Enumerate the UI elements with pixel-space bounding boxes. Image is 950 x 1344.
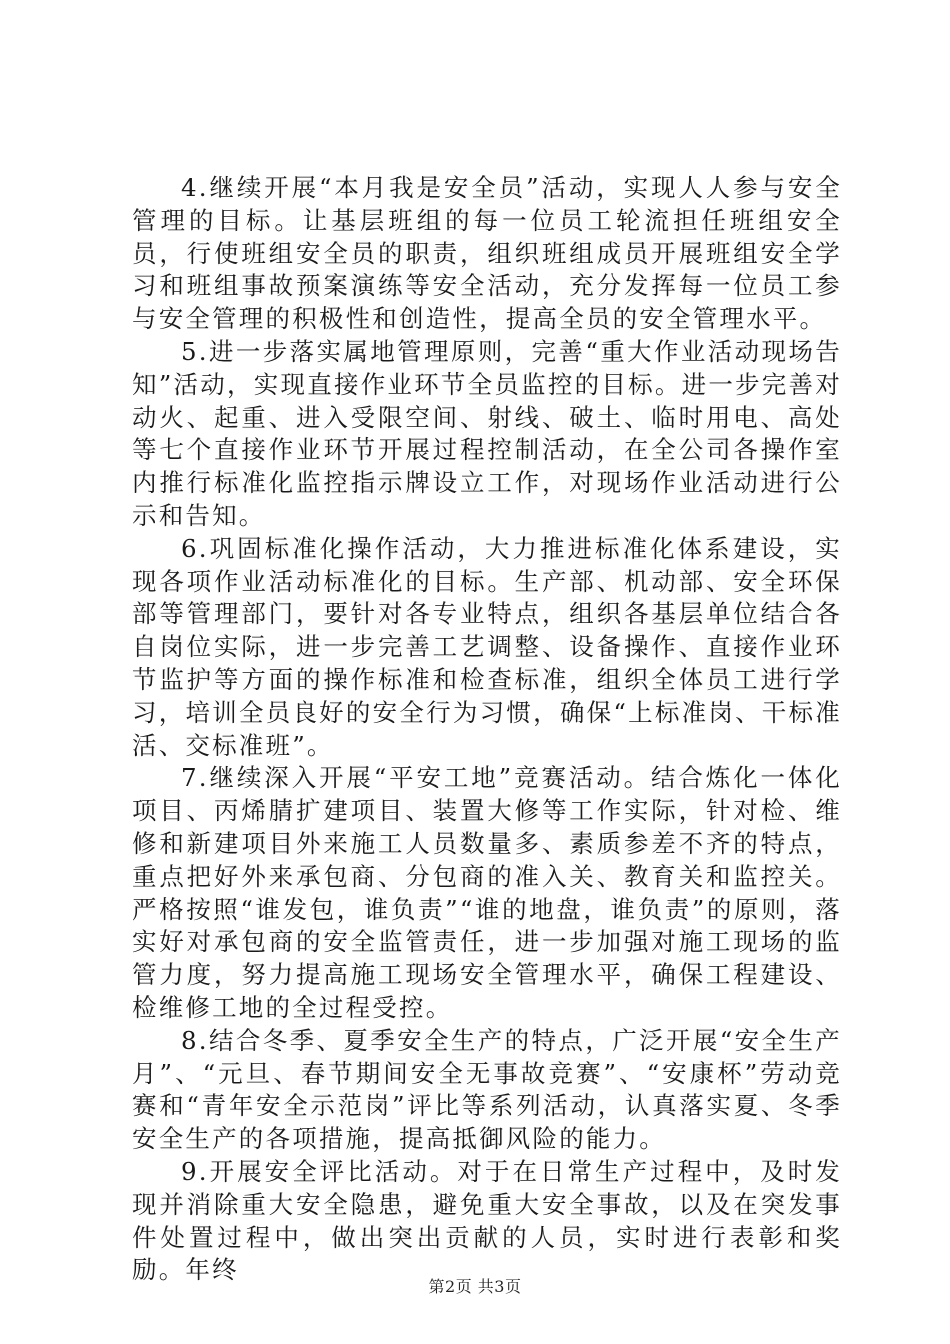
paragraph-item-8: 8.结合冬季、夏季安全生产的特点，广泛开展“安全生产月”、“元旦、春节期间安全无事故竞赛”、“安康杯”劳动竞赛和“青年安全示范岗”评比等系列活动，认真落实夏、冬季安全生产的各项措施，提高抵御风险的能力。 xyxy=(132,1025,842,1154)
paragraph-item-7: 7.继续深入开展“平安工地”竞赛活动。结合炼化一体化项目、丙烯腈扩建项目、装置大修等工作实际，针对检、维修和新建项目外来施工人员数量多、素质参差不齐的特点，重点把好外来承包商、分包商的准入关、教育关和监控关。严格按照“谁发包，谁负责”“谁的地盘，谁负责”的原则，落实好对承包商的安全监管责任，进一步加强对施工现场的监管力度，努力提高施工现场安全管理水平，确保工程建设、检维修工地的全过程受控。 xyxy=(132,763,842,1022)
paragraph-item-6: 6.巩固标准化操作活动，大力推进标准化体系建设，实现各项作业活动标准化的目标。生产部、机动部、安全环保部等管理部门，要针对各专业特点，组织各基层单位结合各自岗位实际，进一步完善工艺调整、设备操作、直接作业环节监护等方面的操作标准和检查标准，组织全体员工进行学习，培训全员良好的安全行为习惯，确保“上标准岗、干标准活、交标准班”。 xyxy=(132,533,842,760)
paragraph-item-5: 5.进一步落实属地管理原则，完善“重大作业活动现场告知”活动，实现直接作业环节全员监控的目标。进一步完善对动火、起重、进入受限空间、射线、破土、临时用电、高处等七个直接作业环节开展过程控制活动，在全公司各操作室内推行标准化监控指示牌设立工作，对现场作业活动进行公示和告知。 xyxy=(132,336,842,530)
page-number-footer: 第2页 共3页 xyxy=(428,1277,522,1296)
paragraph-item-4: 4.继续开展“本月我是安全员”活动，实现人人参与安全管理的目标。让基层班组的每一位员工轮流担任班组安全员，行使班组安全员的职责，组织班组成员开展班组安全学习和班组事故预案演练等安全活动，充分发挥每一位员工参与安全管理的积极性和创造性，提高全员的安全管理水平。 xyxy=(132,173,842,334)
paragraph-item-9: 9.开展安全评比活动。对于在日常生产过程中，及时发现并消除重大安全隐患，避免重大安全事故，以及在突发事件处置过程中，做出突出贡献的人员，实时进行表彰和奖励。年终 xyxy=(132,1156,842,1285)
document-body xyxy=(132,172,842,1287)
